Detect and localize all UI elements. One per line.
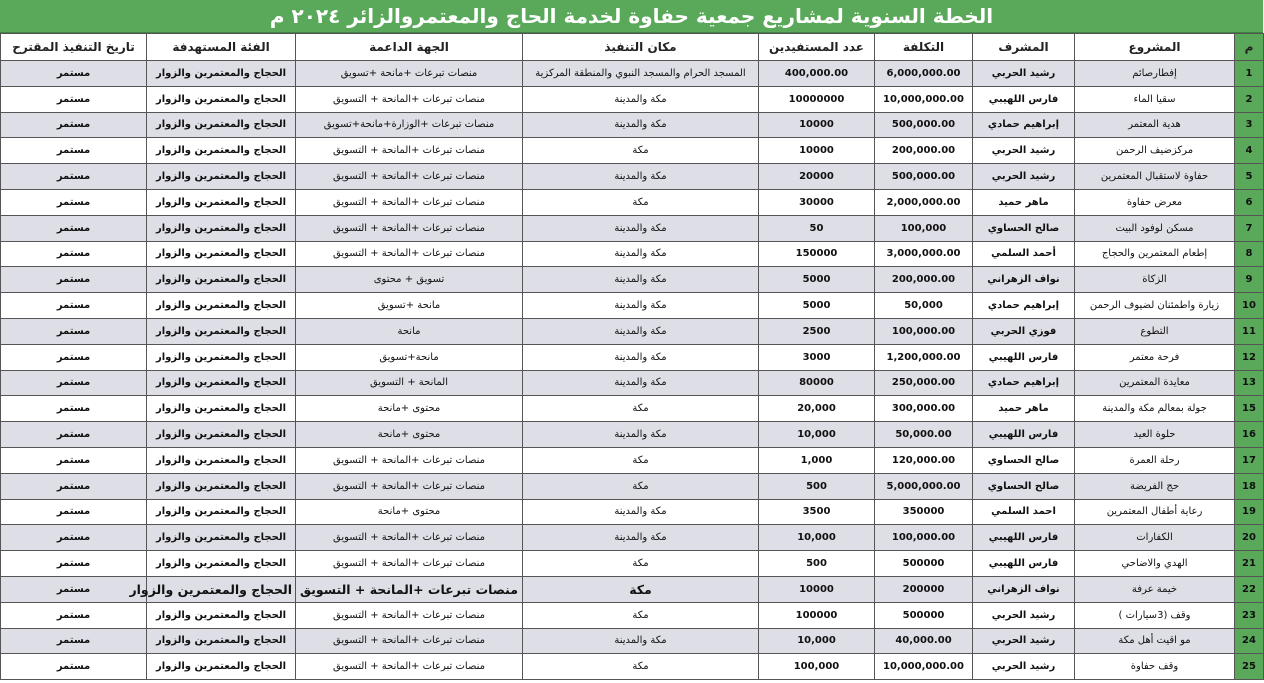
date-cell[interactable]: مستمر (1, 551, 147, 577)
project-cell[interactable]: وقف (3سيارات ) (1075, 602, 1235, 628)
date-cell[interactable]: مستمر (1, 473, 147, 499)
beneficiaries-cell[interactable]: 10,000 (759, 422, 875, 448)
beneficiaries-cell[interactable]: 10,000 (759, 628, 875, 654)
cost-cell[interactable]: 200000 (875, 576, 973, 602)
sheet-title: الخطة السنوية لمشاريع جمعية حفاوة لخدمة الحاج والمعتمروالزائر ٢٠٢٤ م (0, 0, 1263, 33)
project-cell[interactable]: خيمة عرفة (1075, 576, 1235, 602)
project-cell[interactable]: حج الفريضة (1075, 473, 1235, 499)
table-row (1, 241, 1264, 267)
supervisor-cell[interactable]: ماهر حميد (973, 396, 1075, 422)
project-cell[interactable]: رعاية أطفال المعتمرين (1075, 499, 1235, 525)
date-cell[interactable]: مستمر (1, 293, 147, 319)
target-cell[interactable]: الحجاج والمعتمرين والزوار (147, 241, 296, 267)
table-row (1, 344, 1264, 370)
beneficiaries-cell[interactable]: 3000 (759, 344, 875, 370)
support-cell[interactable]: مانحة (296, 318, 523, 344)
target-cell[interactable]: الحجاج والمعتمرين والزوار (147, 473, 296, 499)
cost-cell[interactable]: 500000 (875, 602, 973, 628)
date-cell[interactable]: مستمر (1, 422, 147, 448)
support-cell[interactable]: منصات تبرعات +المانحة + التسويق (296, 447, 523, 473)
header-target[interactable]: الفئة المستهدفة (147, 34, 296, 61)
table-row (1, 447, 1264, 473)
supervisor-cell[interactable]: فارس اللهيبي (973, 551, 1075, 577)
row-number-cell[interactable]: 8 (1235, 241, 1264, 267)
support-cell[interactable]: محتوى +مانحة (296, 396, 523, 422)
location-cell[interactable]: مكة والمدينة (523, 525, 759, 551)
beneficiaries-cell[interactable]: 100000 (759, 602, 875, 628)
row-number-cell[interactable]: 10 (1235, 293, 1264, 319)
support-cell[interactable]: منصات تبرعات +المانحة + التسويق (296, 473, 523, 499)
header-project[interactable]: المشروع (1075, 34, 1235, 61)
cost-cell[interactable]: 50,000.00 (875, 422, 973, 448)
supervisor-cell[interactable]: إبراهيم حمادي (973, 112, 1075, 138)
beneficiaries-cell[interactable]: 10,000 (759, 525, 875, 551)
target-cell[interactable]: الحجاج والمعتمرين والزوار (147, 267, 296, 293)
beneficiaries-cell[interactable]: 10000000 (759, 86, 875, 112)
location-cell[interactable]: مكة والمدينة (523, 241, 759, 267)
beneficiaries-cell[interactable]: 150000 (759, 241, 875, 267)
support-cell[interactable]: منصات تبرعات +المانحة + التسويق (296, 602, 523, 628)
date-cell[interactable]: مستمر (1, 654, 147, 680)
support-cell[interactable]: منصات تبرعات +المانحة + التسويق (296, 86, 523, 112)
project-cell[interactable]: رحلة العمرة (1075, 447, 1235, 473)
beneficiaries-cell[interactable]: 400,000.00 (759, 61, 875, 87)
row-number-cell[interactable]: 17 (1235, 447, 1264, 473)
table-row (1, 499, 1264, 525)
row-number-cell[interactable]: 1 (1235, 61, 1264, 87)
project-cell[interactable]: هدية المعتمر (1075, 112, 1235, 138)
header-supervisor[interactable]: المشرف (973, 34, 1075, 61)
support-cell[interactable]: منصات تبرعات +المانحة + التسويق (296, 241, 523, 267)
support-cell[interactable]: مانحة+تسويق (296, 344, 523, 370)
row-number-cell[interactable]: 15 (1235, 396, 1264, 422)
row-number-cell[interactable]: 23 (1235, 602, 1264, 628)
table-row (1, 164, 1264, 190)
location-cell[interactable]: مكة والمدينة (523, 318, 759, 344)
supervisor-cell[interactable]: أحمد السلمي (973, 241, 1075, 267)
project-cell[interactable]: معرض حفاوة (1075, 189, 1235, 215)
support-cell[interactable]: تسويق + محتوى (296, 267, 523, 293)
project-cell[interactable]: سقيا الماء (1075, 86, 1235, 112)
cost-cell[interactable]: 100,000.00 (875, 525, 973, 551)
date-cell[interactable]: مستمر (1, 112, 147, 138)
project-cell[interactable]: زيارة واطمئنان لضيوف الرحمن (1075, 293, 1235, 319)
supervisor-cell[interactable]: رشيد الحربي (973, 628, 1075, 654)
support-cell[interactable]: منصات تبرعات +المانحة + التسويق (296, 654, 523, 680)
cost-cell[interactable]: 300,000.00 (875, 396, 973, 422)
date-cell[interactable]: مستمر (1, 396, 147, 422)
row-number-cell[interactable]: 4 (1235, 138, 1264, 164)
date-cell[interactable]: مستمر (1, 628, 147, 654)
target-cell[interactable]: الحجاج والمعتمرين والزوار (147, 654, 296, 680)
table-row (1, 396, 1264, 422)
target-cell[interactable]: الحجاج والمعتمرين والزوار (147, 164, 296, 190)
project-cell[interactable]: فرحة معتمر (1075, 344, 1235, 370)
supervisor-cell[interactable]: صالح الحساوي (973, 473, 1075, 499)
support-cell[interactable]: منصات تبرعات +الوزارة+مانحة+تسويق (296, 112, 523, 138)
target-cell[interactable]: الحجاج والمعتمرين والزوار (147, 396, 296, 422)
date-cell[interactable]: مستمر (1, 370, 147, 396)
table-row (1, 576, 1264, 602)
project-cell[interactable]: إطعام المعتمرين والحجاج (1075, 241, 1235, 267)
cost-cell[interactable]: 350000 (875, 499, 973, 525)
table-row (1, 525, 1264, 551)
beneficiaries-cell[interactable]: 20,000 (759, 396, 875, 422)
support-cell[interactable]: منصات تبرعات +مانحة +تسويق (296, 61, 523, 87)
date-cell[interactable]: مستمر (1, 138, 147, 164)
date-cell[interactable]: مستمر (1, 164, 147, 190)
location-cell[interactable]: مكة والمدينة (523, 344, 759, 370)
beneficiaries-cell[interactable]: 5000 (759, 293, 875, 319)
row-number-cell[interactable]: 9 (1235, 267, 1264, 293)
location-cell[interactable]: مكة والمدينة (523, 293, 759, 319)
table-row (1, 628, 1264, 654)
beneficiaries-cell[interactable]: 5000 (759, 267, 875, 293)
supervisor-cell[interactable]: احمد السلمي (973, 499, 1075, 525)
row-number-cell[interactable]: 20 (1235, 525, 1264, 551)
table-row (1, 293, 1264, 319)
cost-cell[interactable]: 100,000 (875, 215, 973, 241)
supervisor-cell[interactable]: ماهر حميد (973, 189, 1075, 215)
row-number-cell[interactable]: 6 (1235, 189, 1264, 215)
support-cell[interactable]: منصات تبرعات +المانحة + التسويق (296, 215, 523, 241)
support-cell[interactable]: منصات تبرعات +المانحة + التسويق (296, 525, 523, 551)
supervisor-cell[interactable]: رشيد الحربي (973, 654, 1075, 680)
supervisor-cell[interactable]: إبراهيم حمادي (973, 370, 1075, 396)
table-row (1, 422, 1264, 448)
project-cell[interactable]: مسكن لوفود البيت (1075, 215, 1235, 241)
target-cell[interactable]: الحجاج والمعتمرين والزوار (147, 344, 296, 370)
target-cell[interactable]: الحجاج والمعتمرين والزوار (147, 422, 296, 448)
support-cell[interactable]: منصات تبرعات +المانحة + التسويق (296, 164, 523, 190)
supervisor-cell[interactable]: صالح الحساوي (973, 215, 1075, 241)
table-row (1, 267, 1264, 293)
target-cell[interactable]: الحجاج والمعتمرين والزوار (147, 551, 296, 577)
cost-cell[interactable]: 10,000,000.00 (875, 86, 973, 112)
location-cell[interactable]: مكة (523, 447, 759, 473)
support-cell[interactable]: محتوى +مانحة (296, 422, 523, 448)
location-cell[interactable]: مكة (523, 189, 759, 215)
location-cell[interactable]: مكة (523, 138, 759, 164)
row-number-cell[interactable]: 7 (1235, 215, 1264, 241)
location-cell[interactable]: مكة والمدينة (523, 499, 759, 525)
project-cell[interactable]: حلوة العيد (1075, 422, 1235, 448)
project-cell[interactable]: وقف حفاوة (1075, 654, 1235, 680)
location-cell[interactable]: مكة (523, 473, 759, 499)
table-row (1, 215, 1264, 241)
cost-cell[interactable]: 200,000.00 (875, 138, 973, 164)
header-num[interactable]: م (1235, 34, 1264, 61)
cost-cell[interactable]: 5,000,000.00 (875, 473, 973, 499)
location-cell[interactable]: مكة (523, 396, 759, 422)
cost-cell[interactable]: 50,000 (875, 293, 973, 319)
row-number-cell[interactable]: 13 (1235, 370, 1264, 396)
date-cell[interactable]: مستمر (1, 576, 147, 602)
row-number-cell[interactable]: 18 (1235, 473, 1264, 499)
support-cell[interactable]: منصات تبرعات +المانحة + التسويق (296, 138, 523, 164)
date-cell[interactable]: مستمر (1, 447, 147, 473)
cost-cell[interactable]: 500,000.00 (875, 112, 973, 138)
table-row (1, 138, 1264, 164)
location-cell[interactable]: مكة (523, 551, 759, 577)
target-cell[interactable]: الحجاج والمعتمرين والزوار (147, 576, 296, 602)
cost-cell[interactable]: 200,000.00 (875, 267, 973, 293)
location-cell[interactable]: مكة والمدينة (523, 267, 759, 293)
support-cell[interactable]: منصات تبرعات +المانحة + التسويق (296, 576, 523, 602)
location-cell[interactable]: مكة (523, 602, 759, 628)
table-row (1, 654, 1264, 680)
projects-table (0, 33, 1264, 680)
row-number-cell[interactable]: 16 (1235, 422, 1264, 448)
cost-cell[interactable]: 2,000,000.00 (875, 189, 973, 215)
project-cell[interactable]: الكفارات (1075, 525, 1235, 551)
table-row (1, 86, 1264, 112)
beneficiaries-cell[interactable]: 100,000 (759, 654, 875, 680)
beneficiaries-cell[interactable]: 500 (759, 473, 875, 499)
location-cell[interactable]: مكة (523, 576, 759, 602)
supervisor-cell[interactable]: صالح الحساوي (973, 447, 1075, 473)
supervisor-cell[interactable]: فارس اللهيبي (973, 422, 1075, 448)
target-cell[interactable]: الحجاج والمعتمرين والزوار (147, 215, 296, 241)
date-cell[interactable]: مستمر (1, 189, 147, 215)
project-cell[interactable]: حفاوة لاستقبال المعتمرين (1075, 164, 1235, 190)
project-cell[interactable]: مركزضيف الرحمن (1075, 138, 1235, 164)
beneficiaries-cell[interactable]: 1,000 (759, 447, 875, 473)
beneficiaries-cell[interactable]: 20000 (759, 164, 875, 190)
row-number-cell[interactable]: 3 (1235, 112, 1264, 138)
location-cell[interactable]: مكة والمدينة (523, 370, 759, 396)
row-number-cell[interactable]: 12 (1235, 344, 1264, 370)
date-cell[interactable]: مستمر (1, 525, 147, 551)
date-cell[interactable]: مستمر (1, 267, 147, 293)
supervisor-cell[interactable]: فارس اللهيبي (973, 344, 1075, 370)
cost-cell[interactable]: 500,000.00 (875, 164, 973, 190)
target-cell[interactable]: الحجاج والمعتمرين والزوار (147, 525, 296, 551)
target-cell[interactable]: الحجاج والمعتمرين والزوار (147, 318, 296, 344)
date-cell[interactable]: مستمر (1, 318, 147, 344)
table-row (1, 112, 1264, 138)
project-cell[interactable]: التطوع (1075, 318, 1235, 344)
supervisor-cell[interactable]: رشيد الحربي (973, 602, 1075, 628)
date-cell[interactable]: مستمر (1, 241, 147, 267)
beneficiaries-cell[interactable]: 3500 (759, 499, 875, 525)
header-row (1, 34, 1264, 61)
target-cell[interactable]: الحجاج والمعتمرين والزوار (147, 499, 296, 525)
row-number-cell[interactable]: 19 (1235, 499, 1264, 525)
row-number-cell[interactable]: 22 (1235, 576, 1264, 602)
project-cell[interactable]: الزكاة (1075, 267, 1235, 293)
cost-cell[interactable]: 1,200,000.00 (875, 344, 973, 370)
support-cell[interactable]: منصات تبرعات +المانحة + التسويق (296, 628, 523, 654)
beneficiaries-cell[interactable]: 30000 (759, 189, 875, 215)
header-support[interactable]: الجهة الداعمة (296, 34, 523, 61)
location-cell[interactable]: مكة والمدينة (523, 628, 759, 654)
cost-cell[interactable]: 100,000.00 (875, 318, 973, 344)
cost-cell[interactable]: 120,000.00 (875, 447, 973, 473)
beneficiaries-cell[interactable]: 2500 (759, 318, 875, 344)
location-cell[interactable]: مكة والمدينة (523, 112, 759, 138)
supervisor-cell[interactable]: فوزي الحربي (973, 318, 1075, 344)
beneficiaries-cell[interactable]: 50 (759, 215, 875, 241)
location-cell[interactable]: مكة والمدينة (523, 422, 759, 448)
beneficiaries-cell[interactable]: 10000 (759, 576, 875, 602)
project-cell[interactable]: جولة بمعالم مكة والمدينة (1075, 396, 1235, 422)
location-cell[interactable]: مكة والمدينة (523, 86, 759, 112)
table-row (1, 189, 1264, 215)
row-number-cell[interactable]: 5 (1235, 164, 1264, 190)
beneficiaries-cell[interactable]: 10000 (759, 138, 875, 164)
target-cell[interactable]: الحجاج والمعتمرين والزوار (147, 370, 296, 396)
supervisor-cell[interactable]: نواف الزهراني (973, 576, 1075, 602)
support-cell[interactable]: منصات تبرعات +المانحة + التسويق (296, 551, 523, 577)
row-number-cell[interactable]: 11 (1235, 318, 1264, 344)
supervisor-cell[interactable]: فارس اللهيبي (973, 86, 1075, 112)
table-row (1, 473, 1264, 499)
supervisor-cell[interactable]: فارس اللهيبي (973, 525, 1075, 551)
location-cell[interactable]: مكة والمدينة (523, 215, 759, 241)
header-beneficiaries[interactable]: عدد المستفيدين (759, 34, 875, 61)
date-cell[interactable]: مستمر (1, 602, 147, 628)
date-cell[interactable]: مستمر (1, 499, 147, 525)
table-row (1, 370, 1264, 396)
project-cell[interactable]: مو اقيت أهل مكة (1075, 628, 1235, 654)
row-number-cell[interactable]: 21 (1235, 551, 1264, 577)
table-row (1, 602, 1264, 628)
cost-cell[interactable]: 3,000,000.00 (875, 241, 973, 267)
row-number-cell[interactable]: 2 (1235, 86, 1264, 112)
location-cell[interactable]: مكة (523, 654, 759, 680)
cost-cell[interactable]: 500000 (875, 551, 973, 577)
cost-cell[interactable]: 40,000.00 (875, 628, 973, 654)
support-cell[interactable]: مانحة +تسويق (296, 293, 523, 319)
target-cell[interactable]: الحجاج والمعتمرين والزوار (147, 602, 296, 628)
header-date[interactable]: تاريخ التنفيذ المقترح (1, 34, 147, 61)
table-body (1, 61, 1264, 680)
supervisor-cell[interactable]: إبراهيم حمادي (973, 293, 1075, 319)
header-location[interactable]: مكان التنفيذ (523, 34, 759, 61)
beneficiaries-cell[interactable]: 80000 (759, 370, 875, 396)
target-cell[interactable]: الحجاج والمعتمرين والزوار (147, 112, 296, 138)
supervisor-cell[interactable]: رشيد الحربي (973, 164, 1075, 190)
date-cell[interactable]: مستمر (1, 86, 147, 112)
cost-cell[interactable]: 6,000,000.00 (875, 61, 973, 87)
cost-cell[interactable]: 10,000,000.00 (875, 654, 973, 680)
support-cell[interactable]: منصات تبرعات +المانحة + التسويق (296, 189, 523, 215)
table-row (1, 551, 1264, 577)
project-cell[interactable]: معايدة المعتمرين (1075, 370, 1235, 396)
project-cell[interactable]: الهدي والاضاحي (1075, 551, 1235, 577)
target-cell[interactable]: الحجاج والمعتمرين والزوار (147, 189, 296, 215)
row-number-cell[interactable]: 24 (1235, 628, 1264, 654)
target-cell[interactable]: الحجاج والمعتمرين والزوار (147, 447, 296, 473)
target-cell[interactable]: الحجاج والمعتمرين والزوار (147, 61, 296, 87)
target-cell[interactable]: الحجاج والمعتمرين والزوار (147, 86, 296, 112)
support-cell[interactable]: محتوى +مانحة (296, 499, 523, 525)
cost-cell[interactable]: 250,000.00 (875, 370, 973, 396)
project-cell[interactable]: إفطارصائم (1075, 61, 1235, 87)
location-cell[interactable]: المسجد الحرام والمسجد النبوي والمنطقة المركزية (523, 61, 759, 87)
target-cell[interactable]: الحجاج والمعتمرين والزوار (147, 628, 296, 654)
target-cell[interactable]: الحجاج والمعتمرين والزوار (147, 293, 296, 319)
date-cell[interactable]: مستمر (1, 61, 147, 87)
date-cell[interactable]: مستمر (1, 215, 147, 241)
location-cell[interactable]: مكة والمدينة (523, 164, 759, 190)
table-row (1, 318, 1264, 344)
target-cell[interactable]: الحجاج والمعتمرين والزوار (147, 138, 296, 164)
supervisor-cell[interactable]: نواف الزهراني (973, 267, 1075, 293)
beneficiaries-cell[interactable]: 500 (759, 551, 875, 577)
table-row (1, 61, 1264, 87)
supervisor-cell[interactable]: رشيد الحربي (973, 138, 1075, 164)
support-cell[interactable]: المانحة + التسويق (296, 370, 523, 396)
beneficiaries-cell[interactable]: 10000 (759, 112, 875, 138)
row-number-cell[interactable]: 25 (1235, 654, 1264, 680)
supervisor-cell[interactable]: رشيد الحربي (973, 61, 1075, 87)
date-cell[interactable]: مستمر (1, 344, 147, 370)
header-cost[interactable]: التكلفة (875, 34, 973, 61)
